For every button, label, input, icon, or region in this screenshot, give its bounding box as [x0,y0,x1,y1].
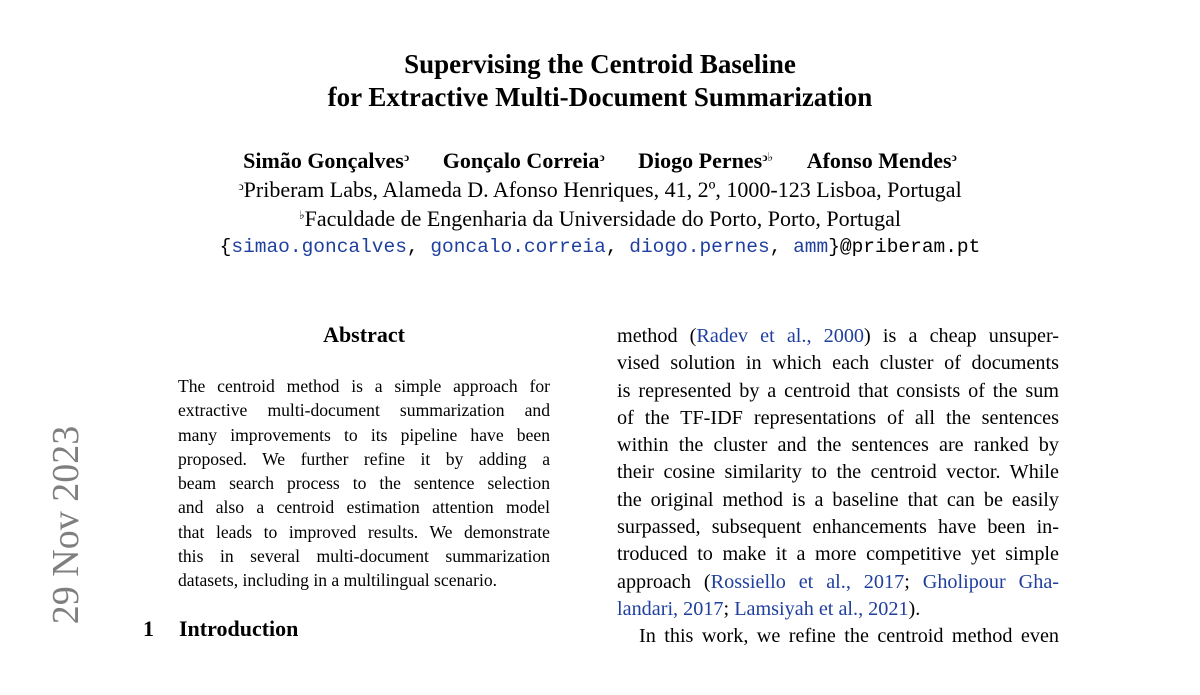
body-line: the original method is a baseline that can be easily [617,488,1059,511]
paper-title-line-2: for Extractive Multi-Document Summarization [327,82,873,112]
abstract-line: beam search process to the sentence selection [178,473,550,494]
body-line: vised solution in which each cluster of documents [617,352,1059,375]
body-line: is represented by a centroid that consists of the sum [617,379,1059,402]
abstract-line: The centroid method is a simple approach for [178,376,550,396]
section-heading-introduction [143,614,298,644]
arxiv-date-stamp: 29 Nov 2023 [45,425,87,625]
author: Diogo Pernes$^{ↄ♭}$ [638,148,774,173]
abstract-line: many improvements to its pipeline have been [178,424,550,445]
email-link[interactable]: simao.goncalves [231,236,407,258]
citation-link[interactable]: Radev et al., 2000 [696,325,865,347]
citation-link[interactable]: landari, 2017 [617,597,724,620]
author: Gonçalo Correia$^ↄ$ [442,148,605,173]
body-line: their cosine similarity to the centroid vector. While [617,461,1059,484]
abstract-line: datasets, including in a multilingual scenario. [178,570,498,591]
abstract-line: proposed. We further refine it by adding a [178,448,550,469]
section-title: Introduction [179,616,299,641]
abstract-line: and also a centroid estimation attention model [178,497,550,518]
author: Simão Gonçalves$^ↄ$ [243,148,410,173]
body-line: of the TF-IDF representations of all the sentences [617,406,1059,429]
body-line: troduced to make it a more competitive yet simple [617,543,1059,566]
author-emails: {simao.goncalves, goncalo.correia, diogo.pernes, amm}@priberam.pt [219,236,981,258]
citation-link[interactable]: Rossiello et al., 2017 [710,570,905,593]
email-link[interactable]: goncalo.correia [430,236,606,258]
right-column-body [617,323,1059,651]
body-line: within the cluster and the sentences are ranked by [617,434,1059,457]
abstract-heading: Abstract [323,322,405,347]
author-list [0,146,1200,176]
paper-title-line-1: Supervising the Centroid Baseline [404,49,796,79]
abstract-body [178,374,550,593]
body-line: surpassed, subsequent enhancements have been in- [617,516,1059,539]
author: Afonso Mendes$^ↄ$ [806,148,957,173]
abstract-line: extractive multi-document summarization and [178,400,550,421]
citation-link[interactable]: Lamsiyah et al., 2021 [734,597,909,620]
affiliation-priberam: $^ↄ$Priberam Labs, Alameda D. Afonso Henriques, 41, 2º, 1000-123 Lisboa, Portugal [238,177,962,202]
body-line: landari, 2017; Lamsiyah et al., 2021). [617,597,921,620]
body-line: In this work, we refine the centroid method even [639,625,1059,648]
body-line: method (Radev et al., 2000) is a cheap unsuper- [617,325,1060,347]
section-number: 1 [143,616,154,641]
affiliation-feup: ♭Faculdade de Engenharia da Universidade do Porto, Porto, Portugal [299,206,901,231]
email-link[interactable]: diogo.pernes [629,236,770,258]
citation-link[interactable]: Gholipour Gha- [922,570,1060,593]
abstract-line: this in several multi-document summarization [178,546,550,567]
abstract-line: that leads to improved results. We demonstrate [178,521,550,542]
email-link[interactable]: amm [793,236,829,258]
body-line: approach (Rossiello et al., 2017; Gholipour Gha- [617,570,1060,593]
